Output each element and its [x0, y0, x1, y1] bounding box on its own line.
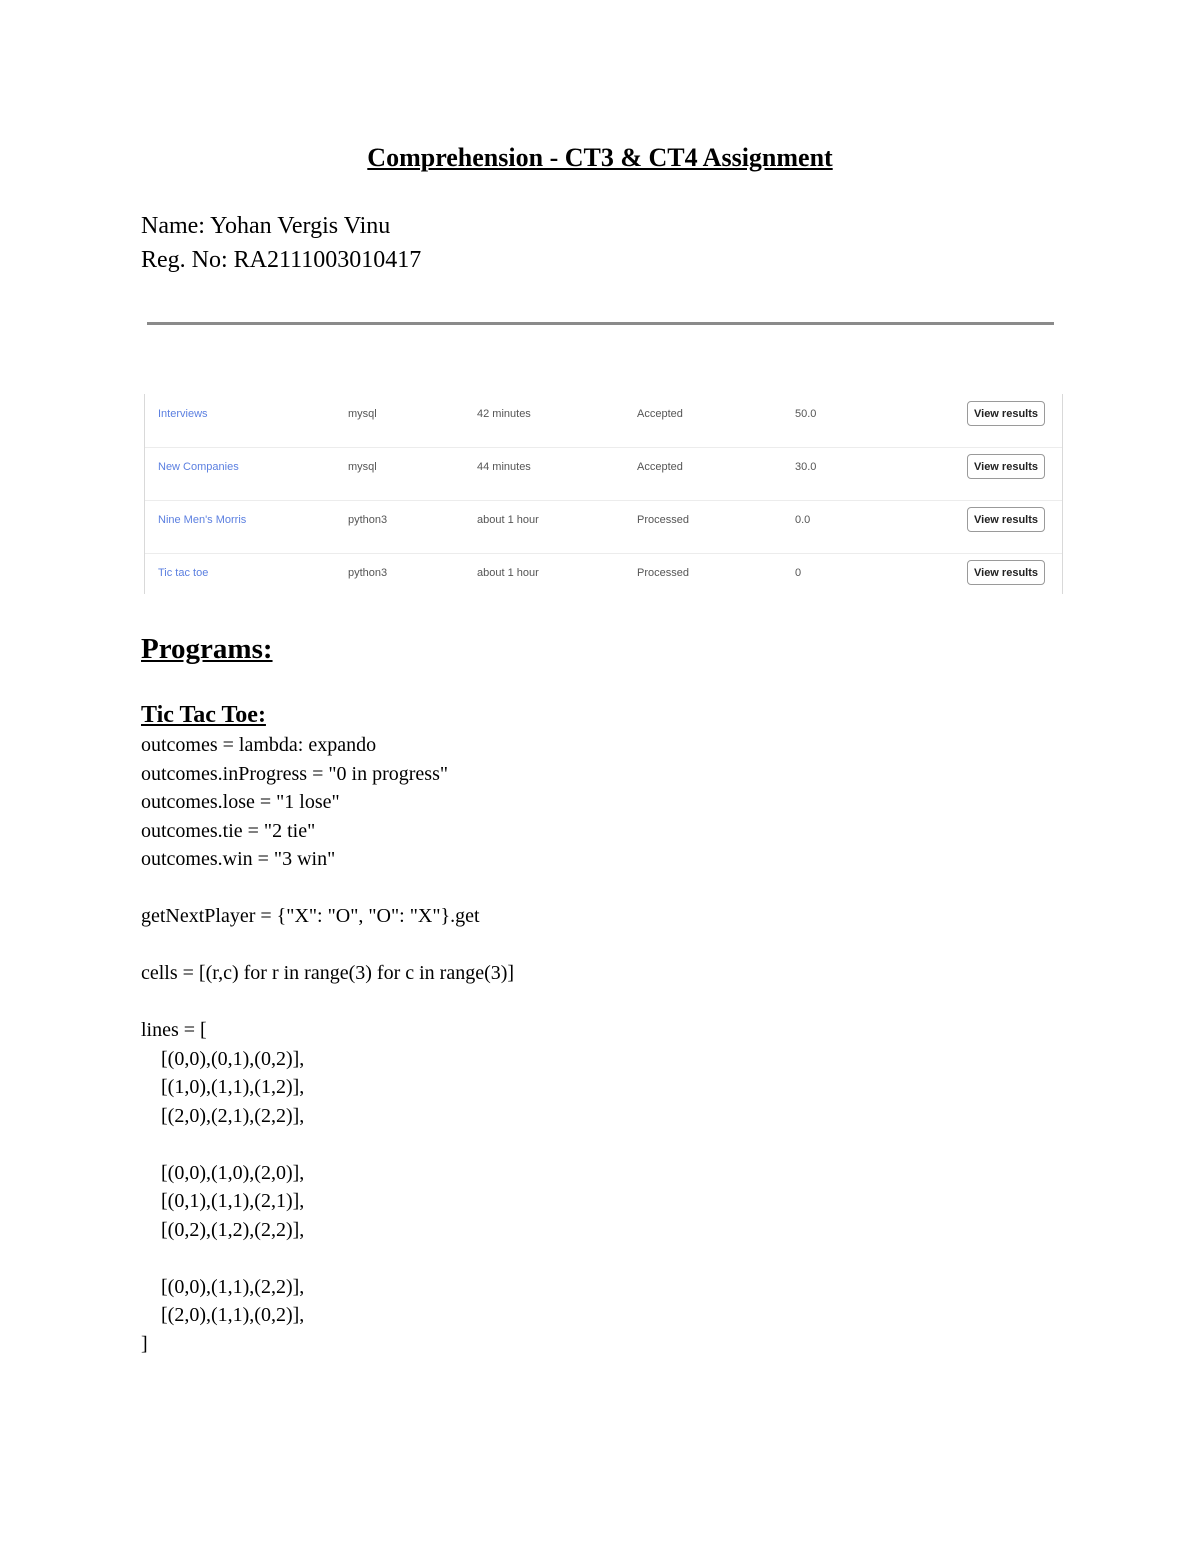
horizontal-rule [147, 322, 1054, 325]
time-cell: 42 minutes [477, 408, 531, 420]
status-cell: Processed [637, 567, 689, 579]
table-row [145, 447, 1062, 501]
challenge-name-link[interactable]: Interviews [158, 408, 208, 420]
challenge-name-link[interactable]: Nine Men's Morris [158, 514, 247, 526]
status-cell: Accepted [637, 408, 683, 420]
time-cell: 44 minutes [477, 461, 531, 473]
status-cell: Processed [637, 514, 689, 526]
language-cell: mysql [348, 461, 377, 473]
view-results-button[interactable]: View results [967, 454, 1045, 479]
score-cell: 0 [795, 567, 802, 579]
language-cell: python3 [348, 567, 388, 579]
score-cell: 50.0 [795, 408, 817, 420]
score-cell: 30.0 [795, 461, 817, 473]
time-cell: about 1 hour [477, 567, 539, 579]
time-cell: about 1 hour [477, 514, 539, 526]
view-results-button[interactable]: View results [967, 560, 1045, 585]
challenge-name-link[interactable]: Tic tac toe [158, 567, 209, 579]
view-results-button[interactable]: View results [967, 401, 1045, 426]
submissions-table [144, 394, 1063, 594]
document-title: Comprehension - CT3 & CT4 Assignment [367, 143, 833, 172]
student-name: Name: Yohan Vergis Vinu [141, 213, 391, 239]
table-row [145, 394, 1062, 448]
score-cell: 0.0 [795, 514, 811, 526]
language-cell: python3 [348, 514, 388, 526]
table-row [145, 553, 1062, 594]
view-results-button[interactable]: View results [967, 507, 1045, 532]
tic-tac-toe-heading: Tic Tac Toe: [141, 702, 266, 728]
registration-number: Reg. No: RA2111003010417 [141, 247, 422, 273]
status-cell: Accepted [637, 461, 683, 473]
language-cell: mysql [348, 408, 377, 420]
code-block: outcomes = lambda: expando outcomes.inProgress = "0 in progress" outcomes.lose = "1 lose" outcomes.tie = "2 tie" outcomes.win = "3 win" getNextPlayer = {"X": "O", "O": "X"}.get cells = [(r,c) for r in range(3) for c in range(3)] lines = [ [(0,0),(0,1),(0,2)], [(1,0),(1,1),(1,2)], [(2,0),(2,1),(2,2)], [(0,0),(1,0),(2,0)], [(0,1),(1,1),(2,1)], [(0,2),(1,2),(2,2)], [(0,0),(1,1),(2,2)], [(2,0),(1,1),(0,2)], ] [141, 734, 515, 1355]
programs-heading: Programs: [141, 633, 273, 665]
challenge-name-link[interactable]: New Companies [158, 461, 239, 473]
table-row [145, 500, 1062, 554]
